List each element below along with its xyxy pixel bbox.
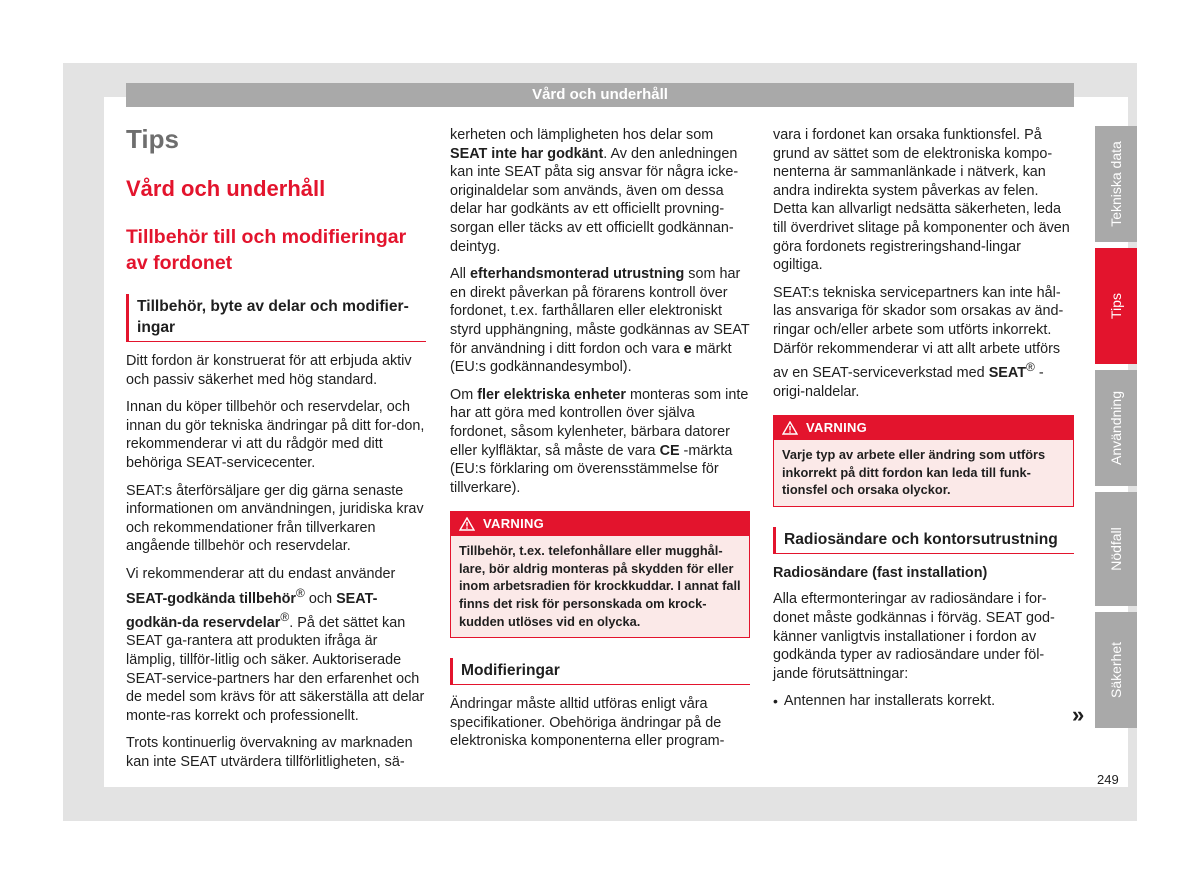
warning-box <box>773 415 1074 507</box>
chapter-header: Vård och underhåll <box>126 83 1074 107</box>
heading-tillbehor-modifieringar: Tillbehör till och modifieringar av fordonet <box>126 226 407 274</box>
paragraph: All efterhandsmonterad utrustning som har en direkt påverkan på förarens kontroll över fordonet, t.ex. farthållaren eller elektroniskt styrd upphängning, måste godkännas av SEAT för användning i ditt fordon och vara e märkt (EU:s godkännandesymbol). <box>450 266 750 376</box>
warning-header <box>774 416 1073 440</box>
subheading-modifieringar: Modifieringar <box>450 658 750 685</box>
warning-label: VARNING <box>483 516 545 532</box>
subheading-radiosandare: Radiosändare och kontorsutrustning <box>773 527 1074 554</box>
warning-triangle-icon <box>782 421 798 435</box>
heading-vard-och-underhall: Vård och underhåll <box>126 176 326 201</box>
paragraph: SEAT:s tekniska servicepartners kan inte hål-las ansvariga för skador som orsakas av änd-ringar och/eller arbete som utförts inkorrekt. Därför rekommenderar vi att allt arbete utförs av en SEAT-serviceverkstad med SEAT® -origi-naldelar. <box>773 284 1064 400</box>
paragraph: Ändringar måste alltid utföras enligt våra specifikationer. Obehöriga ändringar på de elektroniska komponenterna eller program- <box>450 696 725 750</box>
warning-text: Tillbehör, t.ex. telefonhållare eller mugghål-lare, bör aldrig monteras på skydden för eller inom arbetsradien för krockkuddar. I annat fall finns det risk för personskada om krock-kudden utlöses vid en olycka. <box>459 543 741 629</box>
section-title-tips: Tips <box>126 124 179 154</box>
column-1 <box>126 122 426 780</box>
paragraph: Vi rekommenderar att du endast använder SEAT-godkända tillbehör® och SEAT-godkän-da reservdelar®. På det sättet kan SEAT ga-rantera att produkten ifråga är lämplig, tillför-litlig och säker. Auktoriserade SEAT-service-partners har den erfarenhet och de medel som krävs för att säkerställa att delar monte-ras korrekt och professionellt. <box>126 565 425 724</box>
tab-anvandning[interactable]: Användning <box>1095 370 1137 486</box>
tab-tips[interactable]: Tips <box>1095 248 1137 364</box>
warning-triangle-icon <box>459 517 475 531</box>
warning-text: Varje typ av arbete eller ändring som utförs inkorrekt på ditt fordon kan leda till funk-tionsfel och orsaka olyckor. <box>782 447 1046 498</box>
tab-tekniska-data[interactable]: Tekniska data <box>1095 126 1137 242</box>
tab-nodfall[interactable]: Nödfall <box>1095 492 1137 606</box>
subheading-tillbehor-byte: Tillbehör, byte av delar och modifier-ingar <box>126 294 426 342</box>
warning-label: VARNING <box>806 420 868 436</box>
tab-sakerhet[interactable]: Säkerhet <box>1095 612 1137 728</box>
paragraph: kerheten och lämpligheten hos delar som SEAT inte har godkänt. Av den anledningen kan inte SEAT påta sig ansvar för några icke-originaldelar som används, även om dessa delar har godkänts av ett officiellt provning-sorgan eller täcks av ett officiellt godkännan-deintyg. <box>450 127 739 255</box>
warning-box <box>450 511 750 638</box>
paragraph: vara i fordonet kan orsaka funktionsfel. På grund av sättet som de elektroniska kompo-nenterna är sammanlänkade i nätverk, kan andra indirekta system påverkas av felen. Detta kan allvarligt nedsätta säkerheten, leda till överdrivet slitage på komponenter och även göra fordonets registreringshand-lingar ogiltiga. <box>773 127 1070 274</box>
list-item <box>773 692 1074 711</box>
column-3 <box>773 126 1074 711</box>
bullet-icon: • <box>773 693 778 710</box>
paragraph: Ditt fordon är konstruerat för att erbjuda aktiv och passiv säkerhet med hög standard. <box>126 353 412 388</box>
paragraph: Trots kontinuerlig övervakning av marknaden kan inte SEAT utvärdera tillförlitligheten, sä- <box>126 735 413 770</box>
paragraph: Alla eftermonteringar av radiosändare i for-donet måste godkännas i förväg. SEAT god-känner vanligtvis installationer i fordon av godkända typer av radiosändare under föl-jande förutsättningar: <box>773 591 1055 682</box>
paragraph: Innan du köper tillbehör och reservdelar, och innan du gör tekniska ändringar på ditt for-don, rekommenderar vi att du rådgör med ditt behöriga SEAT-servicecenter. <box>126 399 425 471</box>
paragraph: SEAT:s återförsäljare ger dig gärna senaste informationen om användningen, juridiska krav och rekommendationer från tillverkaren angående tillbehör och reservdelar. <box>126 482 424 555</box>
paragraph: Om fler elektriska enheter monteras som inte har att göra med kontrollen över själva fordonet, såsom kylenheter, bärbara datorer eller kylfläktar, så måste de vara CE -märkta (EU:s förklaring om överensstämmelse för tillverkare). <box>450 386 749 496</box>
continue-marker: » <box>1072 702 1085 727</box>
warning-header <box>451 512 749 536</box>
column-2 <box>450 126 750 760</box>
minor-heading-radiosandare-fast: Radiosändare (fast installation) <box>773 564 988 581</box>
page-number: 249 <box>1097 772 1119 787</box>
list-item-text: Antennen har installerats korrekt. <box>783 693 996 710</box>
